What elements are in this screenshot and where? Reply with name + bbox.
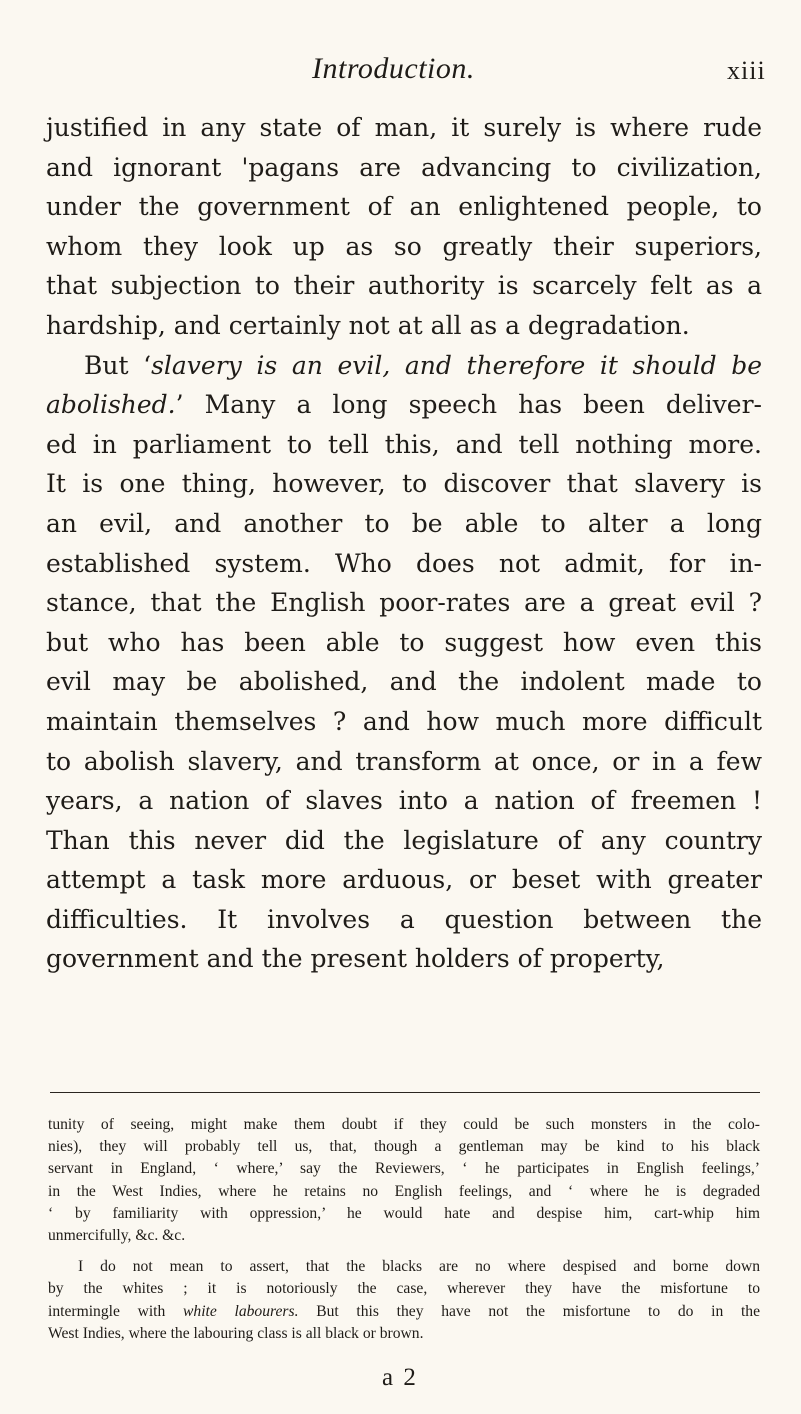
footnote-line: nies), they will probably tell us, that, though a gentleman may be kind to his black bbox=[48, 1138, 760, 1156]
text-line: maintain themselves ? and how much more difficult bbox=[46, 706, 762, 736]
footnote-fragment: But this they have not the misfortune to do in the bbox=[298, 1302, 761, 1320]
text-line: whom they look up as so greatly their superiors, bbox=[46, 231, 762, 261]
text-line: an evil, and another to be able to alter a long bbox=[46, 508, 762, 538]
quote-italic: slavery is an evil, and therefore it should be bbox=[151, 350, 762, 380]
footnote-rule bbox=[50, 1092, 760, 1093]
text-line: to abolish slavery, and transform at once, or in a few bbox=[46, 746, 762, 776]
quote-close: ’ bbox=[175, 390, 205, 420]
footnote-line: servant in England, ‘ where,’ say the Reviewers, ‘ he participates in English feelings,’ bbox=[48, 1160, 760, 1178]
quote-line bbox=[46, 346, 762, 386]
running-title: Introduction. bbox=[312, 52, 475, 85]
quote-line bbox=[46, 385, 762, 425]
signature-mark: a 2 bbox=[382, 1364, 418, 1391]
footnote-line: I do not mean to assert, that the blacks are no where despised and borne down bbox=[78, 1258, 760, 1276]
text-line: hardship, and certainly not at all as a degradation. bbox=[46, 310, 690, 340]
footnote-fragment: intermingle with bbox=[48, 1302, 184, 1320]
quote-lead: But ‘ bbox=[84, 350, 152, 380]
text-line: evil may be abolished, and the indolent made to bbox=[46, 667, 762, 697]
text-line: justified in any state of man, it surely is where rude bbox=[46, 113, 762, 142]
text-line: that subjection to their authority is scarcely felt as a bbox=[46, 271, 762, 301]
text-line: government and the present holders of property, bbox=[46, 944, 665, 974]
text-line: stance, that the English poor-rates are a great evil ? bbox=[46, 588, 762, 618]
footnotes bbox=[48, 1114, 760, 1345]
text-line: It is one thing, however, to discover that slavery is bbox=[46, 469, 762, 499]
page-number: xiii bbox=[727, 56, 766, 85]
footnote-line: in the West Indies, where he retains no English feelings, and ‘ where he is degraded bbox=[48, 1182, 760, 1200]
text-line: under the government of an enlightened people, to bbox=[46, 192, 762, 222]
text-line: and ignorant 'pagans are advancing to civilization, bbox=[46, 152, 762, 182]
text-line: established system. Who does not admit, for in- bbox=[46, 548, 762, 578]
text-line: ed in parliament to tell this, and tell nothing more. bbox=[46, 429, 762, 459]
main-text bbox=[46, 108, 762, 979]
footnote-line: ‘ by familiarity with oppression,’ he would hate and despise him, cart-whip him bbox=[48, 1204, 760, 1222]
text-line: years, a nation of slaves into a nation of freemen ! bbox=[46, 786, 762, 816]
footnote-line: tunity of seeing, might make them doubt if they could be such monsters in the colo- bbox=[48, 1116, 760, 1133]
footnote-line: by the whites ; it is notoriously the case, wherever they have the misfortune to bbox=[48, 1280, 760, 1298]
footnote-line: West Indies, where the labouring class is all black or brown. bbox=[48, 1324, 424, 1342]
footnote-line: unmercifully, &c. &c. bbox=[48, 1226, 186, 1244]
text-line: Than this never did the legislature of any country bbox=[46, 825, 762, 855]
text-line: attempt a task more arduous, or beset with greater bbox=[46, 865, 762, 895]
text-fragment: Many a long speech has been deliver- bbox=[204, 390, 762, 420]
quote-italic: abolished. bbox=[46, 390, 176, 420]
text-line: but who has been able to suggest how even this bbox=[46, 627, 762, 657]
footnote-line bbox=[48, 1301, 760, 1323]
running-head bbox=[0, 52, 801, 96]
footnote-italic: white labourers. bbox=[183, 1302, 299, 1320]
text-line: difficulties. It involves a question between the bbox=[46, 904, 762, 934]
